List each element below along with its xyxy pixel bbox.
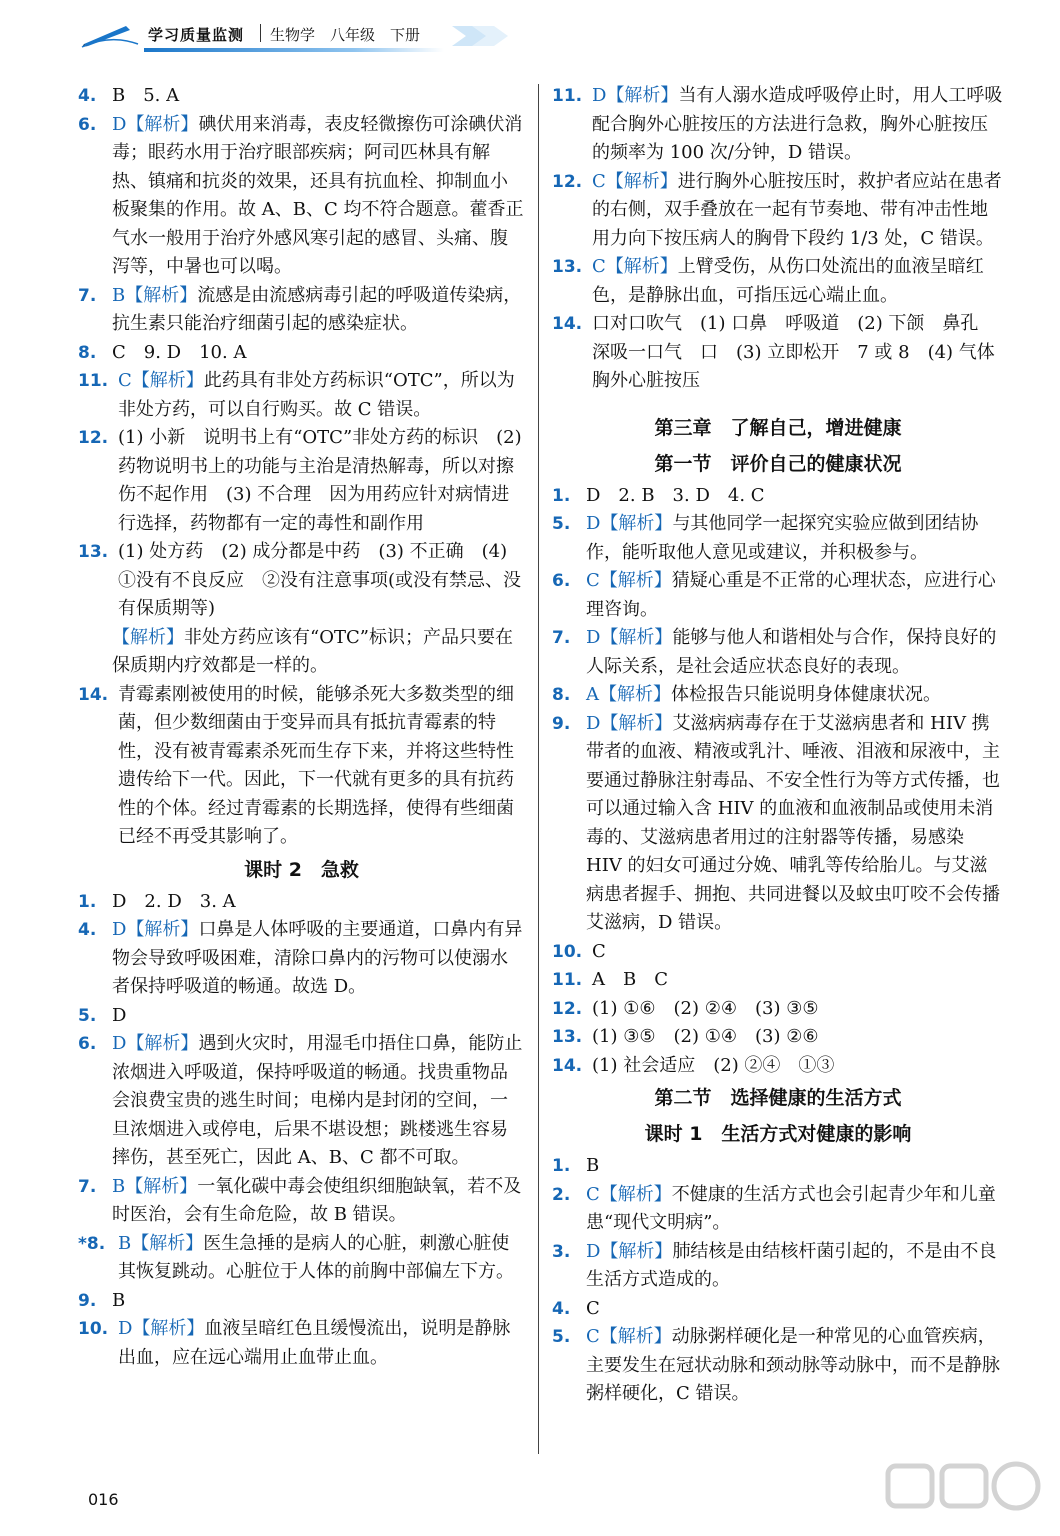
question-number: 4.	[552, 1298, 571, 1319]
analysis-tag: D【解析】	[586, 513, 673, 534]
analysis-tag: D【解析】	[586, 627, 673, 648]
question-number: 13.	[552, 257, 583, 277]
question-number: 1.	[552, 485, 571, 506]
analysis-tag: D【解析】	[112, 1033, 199, 1054]
answer-text: 口鼻是人体呼吸的主要通道，口鼻内有异物会导致呼吸困难，清除口鼻内的污物可以使溺水者保持呼吸道的畅通。故选 D。	[112, 919, 523, 997]
section-heading: 第三章 了解自己，增进健康	[654, 416, 902, 439]
answer-item	[78, 1002, 525, 1031]
answer-item	[78, 1287, 525, 1316]
answer-text: D	[112, 1004, 127, 1026]
answer-text: 不健康的生活方式也会引起青少年和儿童患“现代文明病”。	[586, 1183, 996, 1233]
pen-icon	[80, 22, 140, 48]
answer-text: 此药具有非处方药标识“OTC”，所以为非处方药，可以自行购买。故 C 错误。	[118, 370, 515, 420]
answer-item	[78, 888, 525, 917]
answer-text: (1) ③⑤ (2) ①④ (3) ②⑥	[592, 1026, 819, 1047]
question-number: 7.	[78, 1176, 97, 1197]
answer-text: 当有人溺水造成呼吸停止时，用人工呼吸配合胸外心脏按压的方法进行急救，胸外心脏按压的频率为 100 次/分钟，D 错误。	[592, 85, 1003, 163]
question-number: 11.	[78, 371, 109, 391]
question-number: 11.	[552, 86, 583, 106]
answer-text: 艾滋病病毒存在于艾滋病患者和 HIV 携带者的血液、精液或乳汁、唾液、泪液和尿液中，主要通过静脉注射毒品、不安全性行为等方式传播，也可以通过输入含 HIV 的血液和血液制品或使用未消毒的、艾滋病患者用过的注射器等传播，易感染 HIV 的妇女可通过分娩、哺乳等传给胎儿。与艾滋病患者握手、拥抱、共同进餐以及蚊虫叮咬不会传播艾滋病，D 错误。	[586, 712, 1000, 933]
answer-text: 猜疑心重是不正常的心理状态，应进行心理咨询。	[586, 570, 996, 620]
section-heading: 课时 2 急救	[244, 858, 359, 881]
answer-text: 碘伏用来消毒，表皮轻微擦伤可涂碘伏消毒；眼药水用于治疗眼部疾病；阿司匹林具有解热、镇痛和抗炎的效果，还具有抗血栓、抑制血小板聚集的作用。故 A、B、C 均不符合题意。藿香正气水一般用于治疗外感风寒引起的感冒、头痛、腹泻等，中暑也可以喝。	[112, 113, 524, 277]
question-number: 6.	[78, 1034, 97, 1054]
right-column	[552, 82, 1013, 1409]
answer-text: 体检报告只能说明身体健康状况。	[671, 684, 941, 705]
answer-text: 一氧化碳中毒会使组织细胞缺氧，若不及时医治，会有生命危险，故 B 错误。	[112, 1175, 522, 1225]
question-number: 12.	[552, 171, 583, 192]
question-number: 8.	[78, 342, 97, 363]
answer-item	[552, 681, 1004, 710]
answer-text: 与其他同学一起探究实验应做到团结协作，能听取他人意见或建议，并积极参与。	[586, 513, 979, 563]
answer-item	[552, 482, 1004, 511]
arrow-decoration-icon	[450, 22, 510, 50]
answer-text: B	[586, 1155, 600, 1176]
question-number: *8.	[78, 1233, 106, 1254]
answer-text: D 2. B 3. D 4. C	[586, 484, 765, 506]
answer-item	[552, 310, 1013, 396]
analysis-tag: C【解析】	[586, 570, 672, 591]
question-number: 10.	[552, 941, 583, 962]
answer-text: C	[592, 940, 606, 962]
section-heading: 第二节 选择健康的生活方式	[654, 1087, 902, 1109]
analysis-tag: B【解析】	[118, 1232, 204, 1254]
answer-text: 动脉粥样硬化是一种常见的心血管疾病，主要发生在冠状动脉和颈动脉等动脉中，而不是静脉粥样硬化，C 错误。	[586, 1326, 1000, 1404]
left-column	[78, 82, 525, 1372]
analysis-tag: D【解析】	[112, 919, 199, 940]
answer-item	[552, 168, 1004, 254]
question-number: 12.	[78, 428, 109, 448]
analysis-tag: C【解析】	[586, 1183, 672, 1205]
answer-text: 医生急捶的是病人的心脏，刺激心脏使其恢复跳动。心脏位于人体的前胸中部偏左下方。	[118, 1232, 514, 1282]
analysis-tag: C【解析】	[592, 170, 678, 192]
answer-item	[552, 1238, 1004, 1295]
answer-item	[78, 339, 525, 368]
analysis-tag: A【解析】	[586, 684, 671, 705]
answer-item	[552, 253, 1004, 310]
answer-item	[552, 1052, 1004, 1081]
header-subject: 生物学 八年级 下册	[270, 26, 421, 44]
question-number: 10.	[78, 1319, 109, 1339]
answer-item	[552, 1181, 1004, 1238]
question-number: 5.	[552, 514, 571, 534]
answer-item	[78, 916, 525, 1002]
question-number: 2.	[552, 1184, 571, 1205]
question-number: 4.	[78, 86, 97, 106]
page-number: 016	[88, 1490, 119, 1509]
answer-item	[78, 681, 525, 852]
question-number: 5.	[78, 1005, 97, 1026]
answer-text: C 9. D 10. A	[112, 341, 247, 363]
question-number: 6.	[78, 114, 97, 135]
answer-item	[552, 1323, 1004, 1409]
answer-text: B 5. A	[112, 85, 180, 106]
question-number: 3.	[552, 1241, 571, 1262]
section-heading: 课时 1 生活方式对健康的影响	[644, 1123, 912, 1145]
answer-item	[552, 995, 1004, 1024]
answer-item	[78, 82, 525, 111]
answer-item	[552, 1023, 1004, 1052]
question-number: 13.	[552, 1027, 583, 1047]
analysis-tag: C【解析】	[118, 370, 204, 391]
answer-text: 血液呈暗红色且缓慢流出，说明是静脉出血，应在远心端用止血带止血。	[118, 1318, 511, 1368]
answer-item	[552, 1295, 1004, 1324]
analysis-tag: D【解析】	[586, 712, 673, 734]
answer-item	[78, 624, 525, 681]
answer-text: 进行胸外心脏按压时，救护者应站在患者的右侧，双手叠放在一起有节奏地、带有冲击性地用力向下按压病人的胸骨下段约 1/3 处，C 错误。	[592, 170, 1002, 249]
answer-text: 遇到火灾时，用湿毛巾捂住口鼻，能防止浓烟进入呼吸道，保持呼吸道的畅通。找贵重物品会浪费宝贵的逃生时间；电梯内是封闭的空间，一旦浓烟进入或停电，后果不堪设想；跳楼逃生容易摔伤，甚至死亡，因此 A、B、C 都不可取。	[112, 1033, 523, 1168]
answer-text: B	[112, 1289, 126, 1311]
answer-item	[552, 510, 1004, 567]
answer-item	[78, 282, 525, 339]
answer-text: 非处方药应该有“OTC”标识；产品只要在保质期内疗效都是一样的。	[112, 626, 513, 676]
answer-item	[78, 111, 525, 282]
analysis-tag: C【解析】	[592, 256, 678, 277]
answer-item	[78, 1030, 525, 1173]
answer-item	[78, 538, 525, 624]
question-number: 5.	[552, 1327, 571, 1347]
analysis-tag: B【解析】	[112, 284, 198, 306]
question-number: 14.	[552, 1055, 583, 1076]
answer-text: 青霉素刚被使用的时候，能够杀死大多数类型的细菌，但少数细菌由于变异而具有抵抗青霉素的特性，没有被青霉素杀死而生存下来，并将这些特性遗传给下一代。因此，下一代就有更多的具有抗药性的个体。经过青霉素的长期选择，使得有些细菌已经不再受其影响了。	[118, 683, 514, 847]
answer-text: 口对口吹气 (1) 口鼻 呼吸道 (2) 下颌 鼻孔 深吸一口气 口 (3) 立即松开 7 或 8 (4) 气体 胸外心脏按压	[592, 313, 1013, 391]
analysis-tag: B【解析】	[112, 1175, 198, 1197]
running-header	[70, 18, 500, 54]
answer-text: (1) ①⑥ (2) ②④ (3) ③⑤	[592, 997, 819, 1019]
answer-text: 肺结核是由结核杆菌引起的，不是由不良生活方式造成的。	[586, 1240, 997, 1290]
answer-item	[552, 710, 1004, 938]
header-separator	[260, 24, 261, 42]
answer-text: 能够与他人和谐相处与合作，保持良好的人际关系，是社会适应状态良好的表现。	[586, 627, 997, 677]
question-number: 4.	[78, 920, 97, 940]
header-band	[144, 48, 444, 52]
answer-item	[552, 567, 1004, 624]
answer-text: 流感是由流感病毒引起的呼吸道传染病，抗生素只能治疗细菌引起的感染症状。	[112, 284, 522, 334]
answer-item	[78, 1173, 525, 1230]
question-number: 14.	[78, 684, 109, 705]
answer-text: C	[586, 1297, 600, 1319]
answer-item	[552, 1152, 1004, 1181]
question-number: 12.	[552, 998, 583, 1019]
answer-item	[552, 82, 1004, 168]
analysis-tag: D【解析】	[118, 1318, 205, 1339]
column-divider	[538, 84, 539, 1454]
answer-text: (1) 社会适应 (2) ②④ ①③	[592, 1054, 835, 1076]
question-number: 8.	[552, 685, 571, 705]
question-number: 1.	[78, 891, 97, 912]
question-number: 14.	[552, 314, 583, 334]
analysis-tag: D【解析】	[586, 1240, 673, 1262]
question-number: 1.	[552, 1156, 571, 1176]
question-number: 7.	[552, 628, 571, 648]
analysis-tag: C【解析】	[586, 1326, 672, 1347]
question-number: 9.	[78, 1290, 97, 1311]
answer-item	[78, 1315, 525, 1372]
analysis-tag: D【解析】	[112, 113, 199, 135]
answer-text: (1) 小新 说明书上有“OTC”非处方药的标识 (2) 药物说明书上的功能与主治是清热解毒，所以对擦伤不起作用 (3) 不合理 因为用药应针对病情进行选择，药物都有一定的毒性和副作用	[118, 427, 522, 534]
answer-item	[78, 424, 525, 538]
section-heading: 第一节 评价自己的健康状况	[654, 452, 902, 475]
answer-text: D 2. D 3. A	[112, 890, 236, 912]
answer-item	[552, 938, 1004, 967]
question-number: 13.	[78, 542, 109, 562]
answer-text: A B C	[592, 969, 668, 990]
question-number: 6.	[552, 571, 571, 591]
question-number: 7.	[78, 285, 97, 306]
answer-item	[552, 966, 1004, 995]
answer-item	[78, 367, 525, 424]
analysis-tag: D【解析】	[592, 85, 679, 106]
header-brand: 学习质量监测	[148, 26, 245, 44]
answer-item	[78, 1230, 525, 1287]
answer-text: (1) 处方药 (2) 成分都是中药 (3) 不正确 (4) ①没有不良反应 ②没有注意事项(或没有禁忌、没有保质期等)	[118, 541, 522, 619]
answer-text: 上臂受伤，从伤口处流出的血液呈暗红色，是静脉出血，可指压远心端止血。	[592, 256, 984, 306]
question-number: 11.	[552, 970, 583, 990]
question-number: 9.	[552, 713, 571, 734]
watermark-logo	[880, 1460, 1050, 1530]
answer-item	[552, 624, 1004, 681]
analysis-tag: 【解析】	[112, 626, 184, 648]
